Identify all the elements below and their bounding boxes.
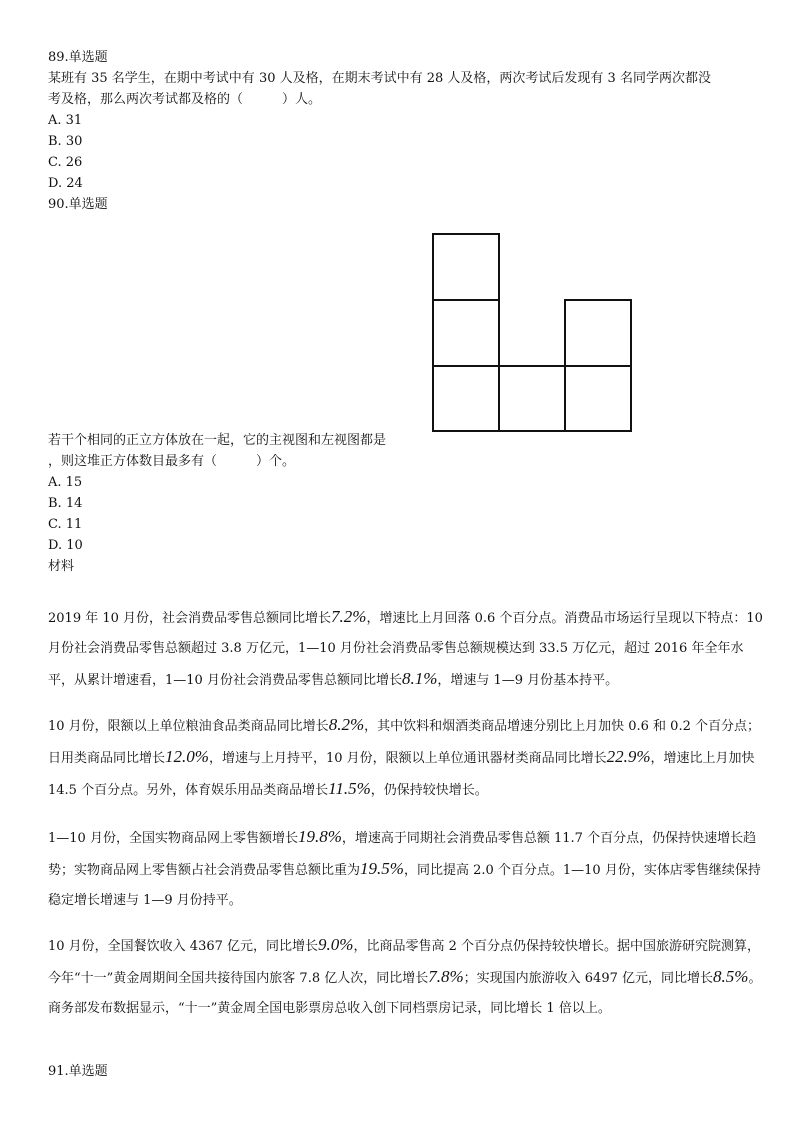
p2-text-c: ，增速与上月持平，10 月份，限额以上单位通讯器材类商品同比增长 bbox=[208, 751, 607, 766]
q91-number: 91.单选题 bbox=[48, 1064, 108, 1079]
q89-option-a: A. 31 bbox=[48, 113, 83, 128]
cube-view-figure bbox=[432, 233, 634, 433]
p3-text-a: 1—10 月份，全国实物商品网上零售额增长 bbox=[48, 831, 298, 846]
q90-option-d: D. 10 bbox=[48, 538, 83, 553]
p4-text-a: 10 月份，全国餐饮收入 4367 亿元，同比增长 bbox=[48, 939, 319, 954]
p2-percent-4: 11.5% bbox=[328, 779, 371, 798]
p4-percent-3: 8.5% bbox=[713, 967, 749, 986]
figure-square bbox=[433, 234, 499, 300]
p2-percent-1: 8.2% bbox=[328, 715, 365, 734]
q90-option-a: A. 15 bbox=[48, 475, 83, 490]
figure-square bbox=[499, 366, 565, 431]
material-heading: 材料 bbox=[48, 559, 75, 574]
q89-option-b: B. 30 bbox=[48, 134, 83, 149]
q90-number: 90.单选题 bbox=[48, 197, 108, 212]
material-paragraph-4 bbox=[48, 930, 764, 1024]
figure-square bbox=[433, 300, 499, 366]
p3-text-b: ，增速高于同期社会消费品零售总额 11.7 个百分点，仍保持快速增长趋势；实物商品网上零售额占社会消费品零售总额比重为 bbox=[48, 831, 757, 878]
q90-option-c: C. 11 bbox=[48, 517, 83, 532]
p4-text-b: ，比商品零售高 2 个百分点仍保持较快增长。据中国旅游研究院测算，今年“十一”黄金周期间全国共接待国内旅客 7.8 亿人次，同比增长 bbox=[48, 939, 760, 986]
q89-number: 89.单选题 bbox=[48, 50, 108, 65]
figure-square bbox=[565, 300, 631, 366]
figure-square bbox=[433, 366, 499, 431]
p1-text-a: 2019 年 10 月份，社会消费品零售总额同比增长 bbox=[48, 611, 332, 626]
p2-percent-2: 12.0% bbox=[165, 747, 209, 766]
material-paragraph-1 bbox=[48, 602, 764, 696]
q89-option-c: C. 26 bbox=[48, 155, 83, 170]
p3-percent-1: 19.8% bbox=[297, 827, 342, 846]
p1-percent-1: 7.2% bbox=[331, 607, 367, 626]
p2-percent-3: 22.9% bbox=[606, 747, 651, 766]
figure-square bbox=[565, 366, 631, 431]
q90-stem-line1: 若干个相同的正立方体放在一起，它的主视图和左视图都是 bbox=[48, 433, 387, 448]
p3-percent-2: 19.5% bbox=[360, 859, 404, 878]
q89-stem-line2: 考及格，那么两次考试都及格的（ ）人。 bbox=[48, 92, 322, 107]
material-paragraph-2 bbox=[48, 710, 764, 806]
p4-text-c: ；实现国内旅游收入 6497 亿元，同比增长 bbox=[463, 971, 714, 986]
p4-percent-2: 7.8% bbox=[428, 967, 464, 986]
p3-text-c: ，同比提高 2.0 个百分点。1—10 月份，实体店零售继续保持稳定增长增速与 1—9 月份持平。 bbox=[48, 863, 761, 908]
p2-text-d: ，增速比上月加快 14.5 个百分点。另外，体育娱乐用品类商品增长 bbox=[48, 751, 755, 798]
p4-text-d: 。商务部发布数据显示，“十一”黄金周全国电影票房总收入创下同档票房记录，同比增长 1 倍以上。 bbox=[48, 971, 762, 1016]
q90-stem-line2: ，则这堆正方体数目最多有（ ）个。 bbox=[48, 454, 296, 469]
p2-text-b: ，其中饮料和烟酒类商品增速分别比上月加快 0.6 和 0.2 个百分点；日用类商品同比增长 bbox=[48, 719, 760, 766]
p1-text-b: ，增速比上月回落 0.6 个百分点。消费品市场运行呈现以下特点：10 月份社会消费品零售总额超过 3.8 万亿元，1—10 月份社会消费品零售总额规模达到 33.5 万亿元，超过 2016 年全年水平，从累计增速看，1—10 月份社会消费品零售总额同比增长 bbox=[48, 611, 763, 688]
q90-option-b: B. 14 bbox=[48, 496, 83, 511]
p4-percent-1: 9.0% bbox=[318, 935, 354, 954]
p2-text-a: 10 月份，限额以上单位粮油食品类商品同比增长 bbox=[48, 719, 329, 734]
p1-text-c: ，增速与 1—9 月份基本持平。 bbox=[437, 673, 619, 688]
p2-text-e: ，仍保持较快增长。 bbox=[370, 783, 488, 798]
material-paragraph-3 bbox=[48, 822, 764, 916]
p1-percent-2: 8.1% bbox=[401, 669, 438, 688]
q89-stem-line1: 某班有 35 名学生，在期中考试中有 30 人及格，在期末考试中有 28 人及格，两次考试后发现有 3 名同学两次都没 bbox=[48, 71, 711, 86]
q89-option-d: D. 24 bbox=[48, 176, 83, 191]
